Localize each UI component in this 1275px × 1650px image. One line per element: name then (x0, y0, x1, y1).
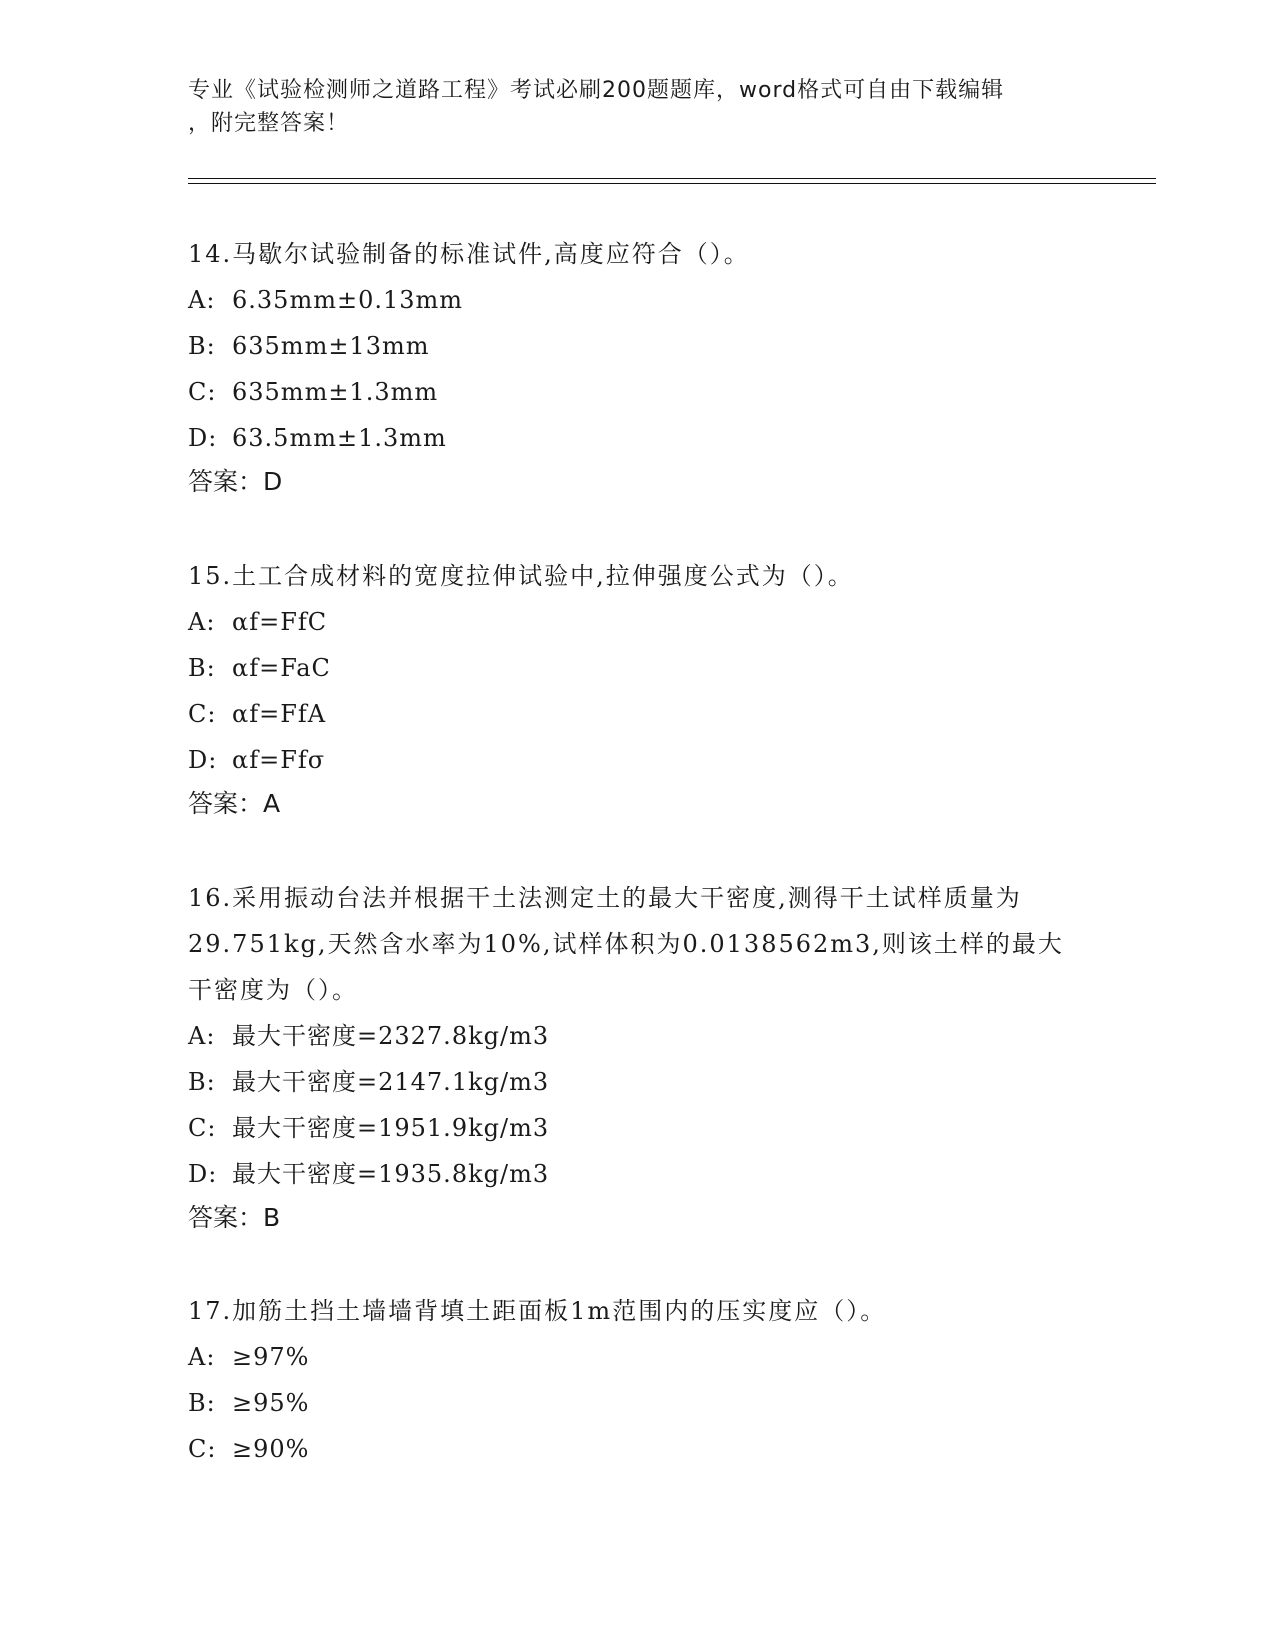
option-label: A: (188, 286, 216, 314)
option-c (188, 369, 1068, 415)
question-stem: 14.马歇尔试验制备的标准试件,高度应符合（）。 (188, 240, 750, 268)
answer: 答案：A (188, 789, 281, 818)
option-label: C: (188, 1114, 217, 1142)
question-15 (188, 553, 1068, 825)
option-text: 6.35mm±0.13mm (232, 286, 464, 314)
option-text: ≥95% (232, 1389, 310, 1417)
option-c (188, 1105, 1068, 1151)
question-stem: 15.土工合成材料的宽度拉伸试验中,拉伸强度公式为（）。 (188, 562, 854, 590)
option-text: αf=Ffσ (232, 746, 326, 774)
option-text: 63.5mm±1.3mm (232, 424, 447, 452)
option-text: 最大干密度=2327.8kg/m3 (232, 1022, 550, 1050)
option-label: B: (188, 1068, 216, 1096)
option-label: B: (188, 1389, 216, 1417)
option-label: A: (188, 1343, 216, 1371)
option-text: 最大干密度=1951.9kg/m3 (232, 1114, 550, 1142)
question-17 (188, 1288, 1068, 1472)
option-text: ≥90% (232, 1435, 310, 1463)
option-b (188, 1380, 1068, 1426)
document-header (188, 74, 1068, 140)
option-label: B: (188, 332, 216, 360)
option-label: A: (188, 608, 216, 636)
question-14 (188, 231, 1068, 503)
header-divider-bottom (188, 183, 1156, 184)
header-line-2: ，附完整答案！ (188, 111, 350, 136)
option-text: ≥97% (232, 1343, 310, 1371)
option-d (188, 737, 1068, 783)
option-text: 635mm±13mm (232, 332, 430, 360)
option-text: 最大干密度=1935.8kg/m3 (232, 1160, 550, 1188)
question-16 (188, 875, 1068, 1239)
option-d (188, 415, 1068, 461)
option-text: 最大干密度=2147.1kg/m3 (232, 1068, 550, 1096)
option-text: 635mm±1.3mm (232, 378, 439, 406)
header-divider-top (188, 178, 1156, 179)
option-b (188, 1059, 1068, 1105)
option-text: αf=FfC (232, 608, 328, 636)
option-label: D: (188, 1160, 218, 1188)
option-label: D: (188, 746, 218, 774)
question-stem: 17.加筋土挡土墙墙背填土距面板1m范围内的压实度应（）。 (188, 1297, 887, 1325)
header-line-1: 专业《试验检测师之道路工程》考试必刷200题题库，word格式可自由下载编辑 (188, 78, 1005, 103)
option-text: αf=FfA (232, 700, 327, 728)
answer: 答案：D (188, 467, 283, 496)
option-label: D: (188, 424, 218, 452)
option-label: B: (188, 654, 216, 682)
option-c (188, 691, 1068, 737)
option-a (188, 1334, 1068, 1380)
option-label: C: (188, 378, 217, 406)
option-d (188, 1151, 1068, 1197)
option-a (188, 1013, 1068, 1059)
answer: 答案：B (188, 1203, 281, 1232)
option-text: αf=FaC (232, 654, 331, 682)
option-label: C: (188, 700, 217, 728)
option-b (188, 645, 1068, 691)
option-label: C: (188, 1435, 217, 1463)
option-a (188, 277, 1068, 323)
option-label: A: (188, 1022, 216, 1050)
question-stem: 16.采用振动台法并根据干土法测定土的最大干密度,测得干土试样质量为29.751kg,天然含水率为10%,试样体积为0.0138562m3,则该土样的最大干密度为（）。 (188, 884, 1064, 1004)
option-a (188, 599, 1068, 645)
option-b (188, 323, 1068, 369)
option-c (188, 1426, 1068, 1472)
